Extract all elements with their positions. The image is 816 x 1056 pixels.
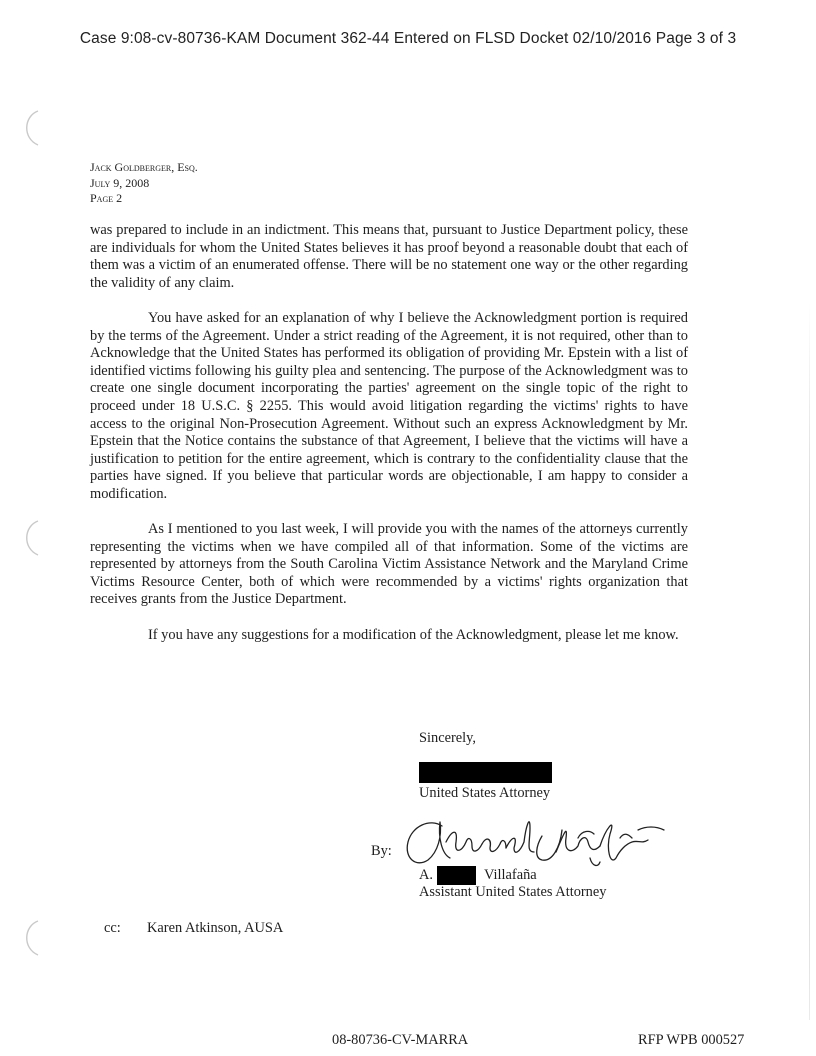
page-number-line: Page 2 bbox=[90, 191, 123, 205]
letter-body bbox=[90, 222, 688, 662]
signer-title: United States Attorney bbox=[419, 785, 551, 801]
cc-recipient: Karen Atkinson, AUSA bbox=[147, 920, 284, 936]
page-edge-shadow bbox=[809, 300, 810, 1020]
paragraph-acknowledgment: You have asked for an explanation of why I believe the Acknowledgment portion is required by the terms of the Agreement. Under a strict reading of the Agreement, it is not required, other than to Acknowledge that the United States has performed its obligation of providing Mr. Epstein with a list of identified victims following his guilty plea and sentencing. The purpose of the Acknowledgment was to create one single document incorporating the parties' agreement on the single topic of the right to proceed under 18 U.S.C. § 2255. This would avoid litigation regarding the victims' rights to have access to the original Non-Prosecution Agreement. Without such an express Acknowledgment by Mr. Epstein that the Notice contains the substance of that Agreement, I believe that the victims will have a justification to petition for the entire agreement, which is contrary to the confidentiality clause that the parties have signed. If you believe that particular words are objectionable, I am happy to consider a modification. bbox=[90, 309, 688, 502]
redaction-bar bbox=[419, 762, 552, 783]
assistant-name-line bbox=[419, 866, 537, 885]
footer-case-number: 08-80736-CV-MARRA bbox=[332, 1032, 469, 1048]
handwritten-signature bbox=[402, 808, 670, 874]
date-line: July 9, 2008 bbox=[90, 175, 150, 190]
cc-label: cc: bbox=[104, 920, 121, 936]
paragraph-continuation: was prepared to include in an indictment. This means that, pursuant to Justice Department policy, these are individuals for whom the United States believes it has proof beyond a reasonable doubt that each of them was a victim of an enumerated offense. There will be no statement one way or the other regarding the validity of any claim. bbox=[90, 222, 688, 291]
recipient-line: Jack Goldberger, Esq. bbox=[90, 160, 198, 174]
assistant-title: Assistant United States Attorney bbox=[419, 884, 607, 900]
punch-hole-bottom bbox=[18, 918, 44, 958]
assistant-surname: Villafaña bbox=[484, 867, 537, 883]
redaction-bar-first-name bbox=[437, 866, 476, 885]
punch-hole-middle bbox=[18, 518, 44, 558]
closing-salutation: Sincerely, bbox=[419, 730, 477, 746]
letterhead bbox=[90, 160, 198, 207]
by-label: By: bbox=[371, 843, 392, 859]
assistant-initial: A. bbox=[419, 867, 433, 883]
footer-bates-number: RFP WPB 000527 bbox=[638, 1032, 745, 1048]
paragraph-attorneys: As I mentioned to you last week, I will provide you with the names of the attorneys currently representing the victims when we have compiled all of that information. Some of the victims are represented by attorneys from the South Carolina Victim Assistance Network and the Maryland Crime Victims Resource Center, both of which were recommended by a victims' rights organization that receives grants from the Justice Department. bbox=[90, 521, 688, 608]
paragraph-suggestions: If you have any suggestions for a modification of the Acknowledgment, please let me know. bbox=[148, 626, 679, 643]
punch-hole-top bbox=[18, 108, 44, 148]
court-filing-header: Case 9:08-cv-80736-KAM Document 362-44 Entered on FLSD Docket 02/10/2016 Page 3 of 3 bbox=[79, 30, 737, 47]
